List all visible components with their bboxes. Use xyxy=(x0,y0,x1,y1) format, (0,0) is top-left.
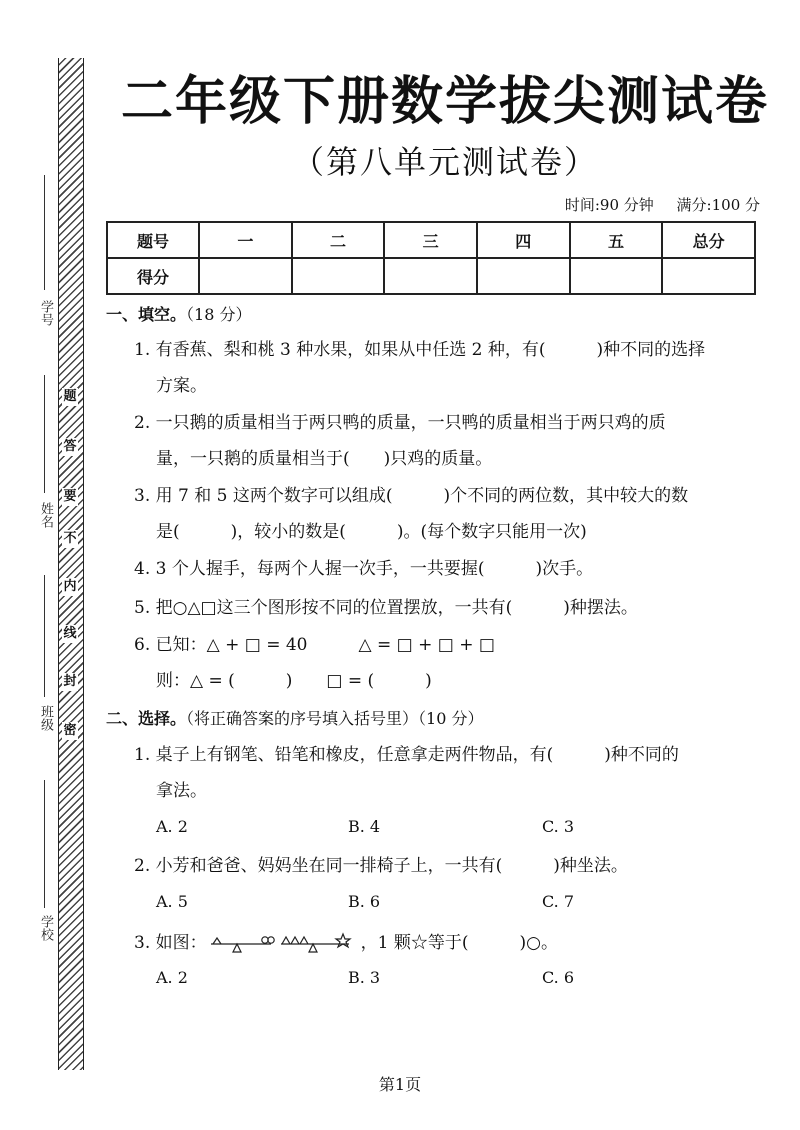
q2-3-line xyxy=(134,925,774,961)
school-label: 学校 xyxy=(38,915,53,941)
score-header-cell: 题号 xyxy=(107,222,199,258)
q1-1-line1: 1. 有香蕉、梨和桃 3 种水果，如果从中任选 2 种，有( )种不同的选择 xyxy=(134,340,706,360)
score-header-cell: 总分 xyxy=(662,222,755,258)
class-label: 班级 xyxy=(38,705,53,731)
q1-2-line2: 量，一只鹅的质量相当于( )只鸡的质量。 xyxy=(156,449,493,469)
balance-scales-figure xyxy=(209,932,359,956)
class-line xyxy=(44,575,45,697)
balance-scale-2 xyxy=(281,934,350,952)
q2-2-option-c[interactable]: C. 7 xyxy=(542,892,575,911)
q2-1-option-b[interactable]: B. 4 xyxy=(348,817,381,836)
score-table-header-row xyxy=(107,222,755,258)
seal-char-7: 封 xyxy=(63,674,77,689)
q1-6-line1: 6. 已知：△ + □ = 40 △ = □ + □ + □ xyxy=(134,635,495,655)
page-subtitle: （第八单元测试卷） xyxy=(291,143,598,181)
seal-char-5: 内 xyxy=(63,579,77,594)
q1-4: 4. 3 个人握手，每两个人握一次手，一共要握( )次手。 xyxy=(134,559,594,579)
q2-2-line1: 2. 小芳和爸爸、妈妈坐在同一排椅子上，一共有( )种坐法。 xyxy=(134,856,628,876)
score-cell[interactable] xyxy=(292,258,385,294)
q2-1-line1: 1. 桌子上有钢笔、铅笔和橡皮，任意拿走两件物品，有( )种不同的 xyxy=(134,745,679,765)
q2-3-option-c[interactable]: C. 6 xyxy=(542,968,575,987)
section-1-title: 一、填空。 xyxy=(106,305,187,324)
q2-3-option-a[interactable]: A. 2 xyxy=(156,968,188,987)
score-header-cell: 四 xyxy=(477,222,570,258)
binding-margin-strip xyxy=(58,58,84,1070)
q1-3-line1: 3. 用 7 和 5 这两个数字可以组成( )个不同的两位数，其中较大的数 xyxy=(134,486,689,506)
balance-scale-1 xyxy=(211,936,274,951)
q2-2-option-a[interactable]: A. 5 xyxy=(156,892,188,911)
score-cell[interactable] xyxy=(570,258,663,294)
score-cell[interactable] xyxy=(199,258,292,294)
q1-3-line2: 是( )，较小的数是( )。(每个数字只能用一次) xyxy=(156,522,587,542)
score-cell[interactable] xyxy=(662,258,755,294)
section-1-heading xyxy=(106,302,251,325)
score-header-cell: 五 xyxy=(570,222,663,258)
q2-1-line2: 拿法。 xyxy=(156,781,207,801)
score-cell[interactable] xyxy=(384,258,477,294)
name-line xyxy=(44,375,45,493)
exam-meta xyxy=(565,194,760,215)
score-table xyxy=(106,221,756,295)
q2-1-option-c[interactable]: C. 3 xyxy=(542,817,575,836)
score-table-score-row xyxy=(107,258,755,294)
q2-3-prefix: 3. 如图： xyxy=(134,933,207,953)
section-2-title: 二、选择。 xyxy=(106,709,187,728)
score-cell[interactable] xyxy=(477,258,570,294)
seal-char-1: 题 xyxy=(63,389,77,404)
page-title: 二年级下册数学拔尖测试卷 xyxy=(120,71,769,132)
seal-char-6: 线 xyxy=(63,626,77,641)
section-2-heading xyxy=(106,706,483,729)
seal-char-8: 密 xyxy=(63,723,77,738)
student-no-label: 学号 xyxy=(38,300,53,326)
page-number: 第1页 xyxy=(378,1075,422,1094)
q1-1-line2: 方案。 xyxy=(156,376,207,396)
q2-3-suffix: ，1 颗☆等于( )○。 xyxy=(360,933,558,953)
score-header-cell: 二 xyxy=(292,222,385,258)
seal-char-2: 答 xyxy=(63,439,77,454)
section-2-note: （将正确答案的序号填入括号里）（10 分） xyxy=(186,709,484,728)
q1-2-line1: 2. 一只鹅的质量相当于两只鸭的质量，一只鸭的质量相当于两只鸡的质 xyxy=(134,413,666,433)
q2-1-option-a[interactable]: A. 2 xyxy=(156,817,188,836)
seal-char-3: 要 xyxy=(63,489,77,504)
score-header-cell: 一 xyxy=(199,222,292,258)
exam-time: 时间:90 分钟 xyxy=(564,196,654,214)
q2-2-option-b[interactable]: B. 6 xyxy=(348,892,381,911)
q1-6-line2: 则：△ = ( ) □ = ( ) xyxy=(156,671,432,691)
q1-5: 5. 把○△□这三个图形按不同的位置摆放，一共有( )种摆法。 xyxy=(134,598,638,618)
name-label: 姓名 xyxy=(38,502,53,528)
school-line xyxy=(44,780,45,908)
seal-char-4: 不 xyxy=(63,531,77,546)
score-header-cell: 三 xyxy=(384,222,477,258)
exam-full-score: 满分:100 分 xyxy=(676,196,760,214)
student-no-line xyxy=(44,175,45,290)
score-row-label: 得分 xyxy=(107,258,199,294)
section-1-points: （18 分） xyxy=(186,305,252,324)
q2-3-option-b[interactable]: B. 3 xyxy=(348,968,381,987)
